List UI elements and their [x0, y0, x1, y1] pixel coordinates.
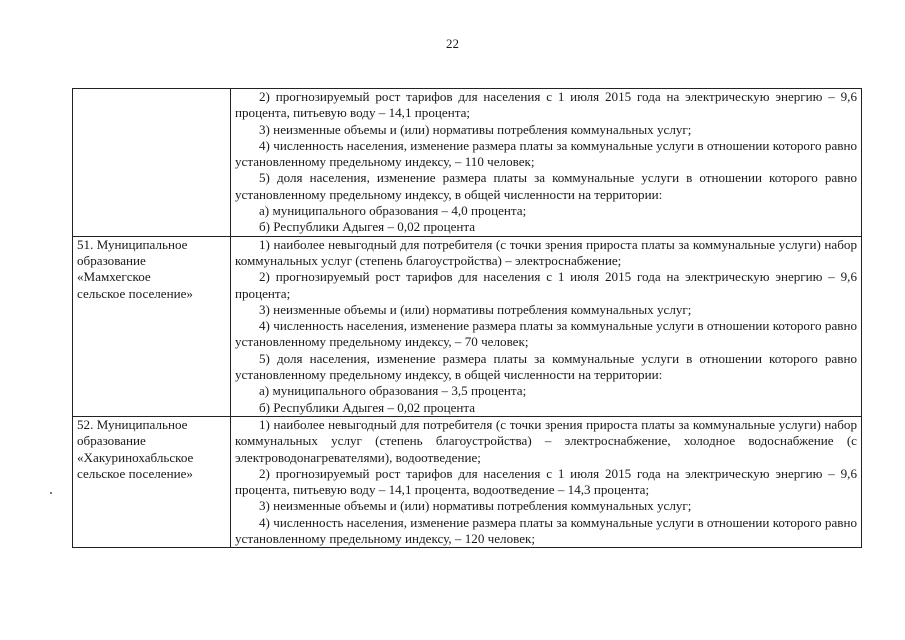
paragraph: а) муниципального образования – 3,5 процента; — [259, 383, 527, 399]
paragraph: 3) неизменные объемы и (или) нормативы потребления коммунальных услуг; — [259, 121, 692, 137]
municipality-name-line: 52. Муниципальное — [77, 416, 188, 432]
municipality-name-line: образование — [77, 252, 146, 268]
page-number: 22 — [446, 36, 459, 51]
indicators-cell — [231, 416, 862, 547]
indicators-cell — [231, 89, 862, 237]
municipality-cell — [73, 416, 231, 547]
indicators-cell — [231, 236, 862, 416]
paragraph: а) муниципального образования – 4,0 процента; — [259, 203, 527, 219]
municipality-name-line: сельское поселение» — [77, 465, 193, 481]
municipality-cell — [73, 236, 231, 416]
paragraph: 2) прогнозируемый рост тарифов для населения с 1 июля 2015 года на электрическую энергию – 9,6 процента; — [235, 269, 857, 301]
scan-speck — [50, 492, 52, 494]
municipality-name-line: «Хакуринохабльское — [77, 449, 194, 465]
municipality-name-line: образование — [77, 433, 146, 449]
paragraph: 2) прогнозируемый рост тарифов для населения с 1 июля 2015 года на электрическую энергию – 9,6 процента, питьевую воду – 14,1 процента, водоотведение – 14,3 процента; — [235, 465, 857, 498]
table-row — [73, 416, 862, 547]
paragraph: 5) доля населения, изменение размера платы за коммунальные услуги в отношении которого равно установленному предельному индексу, в общей численности на территории: — [235, 170, 857, 202]
indices-table — [72, 88, 862, 548]
paragraph: б) Республики Адыгея – 0,02 процента — [259, 399, 476, 415]
paragraph: 2) прогнозируемый рост тарифов для населения с 1 июля 2015 года на электрическую энергию – 9,6 процента, питьевую воду – 14,1 процента; — [235, 89, 857, 121]
paragraph: 4) численность населения, изменение размера платы за коммунальные услуги в отношении которого равно установленному предельному индексу, – 120 человек; — [235, 514, 857, 547]
table-row — [73, 236, 862, 416]
paragraph: б) Республики Адыгея – 0,02 процента — [259, 219, 476, 235]
table-row — [73, 89, 862, 237]
paragraph: 4) численность населения, изменение размера платы за коммунальные услуги в отношении которого равно установленному предельному индексу, – 110 человек; — [235, 137, 857, 170]
paragraph: 1) наиболее невыгодный для потребителя (с точки зрения прироста платы за коммунальные услуги) набор коммунальных услуг (степень благоустройства) – электроснабжение; — [235, 236, 857, 268]
paragraph: 3) неизменные объемы и (или) нормативы потребления коммунальных услуг; — [259, 498, 692, 514]
paragraph: 4) численность населения, изменение размера платы за коммунальные услуги в отношении которого равно установленному предельному индексу, – 70 человек; — [235, 318, 857, 350]
municipality-name-line: «Мамхегское — [77, 269, 151, 285]
paragraph: 3) неизменные объемы и (или) нормативы потребления коммунальных услуг; — [259, 301, 692, 317]
paragraph: 5) доля населения, изменение размера платы за коммунальные услуги в отношении которого равно установленному предельному индексу, в общей численности на территории: — [235, 350, 857, 383]
municipality-name-line: 51. Муниципальное — [77, 236, 188, 252]
paragraph: 1) наиболее невыгодный для потребителя (с точки зрения прироста платы за коммунальные услуги) набор коммунальных услуг (степень благоустройства) – электроснабжение, холодное водоснабжение (с электроводонагревателями), водоотведение; — [235, 416, 857, 465]
municipality-name-line: сельское поселение» — [77, 285, 193, 301]
municipality-cell — [73, 89, 231, 237]
